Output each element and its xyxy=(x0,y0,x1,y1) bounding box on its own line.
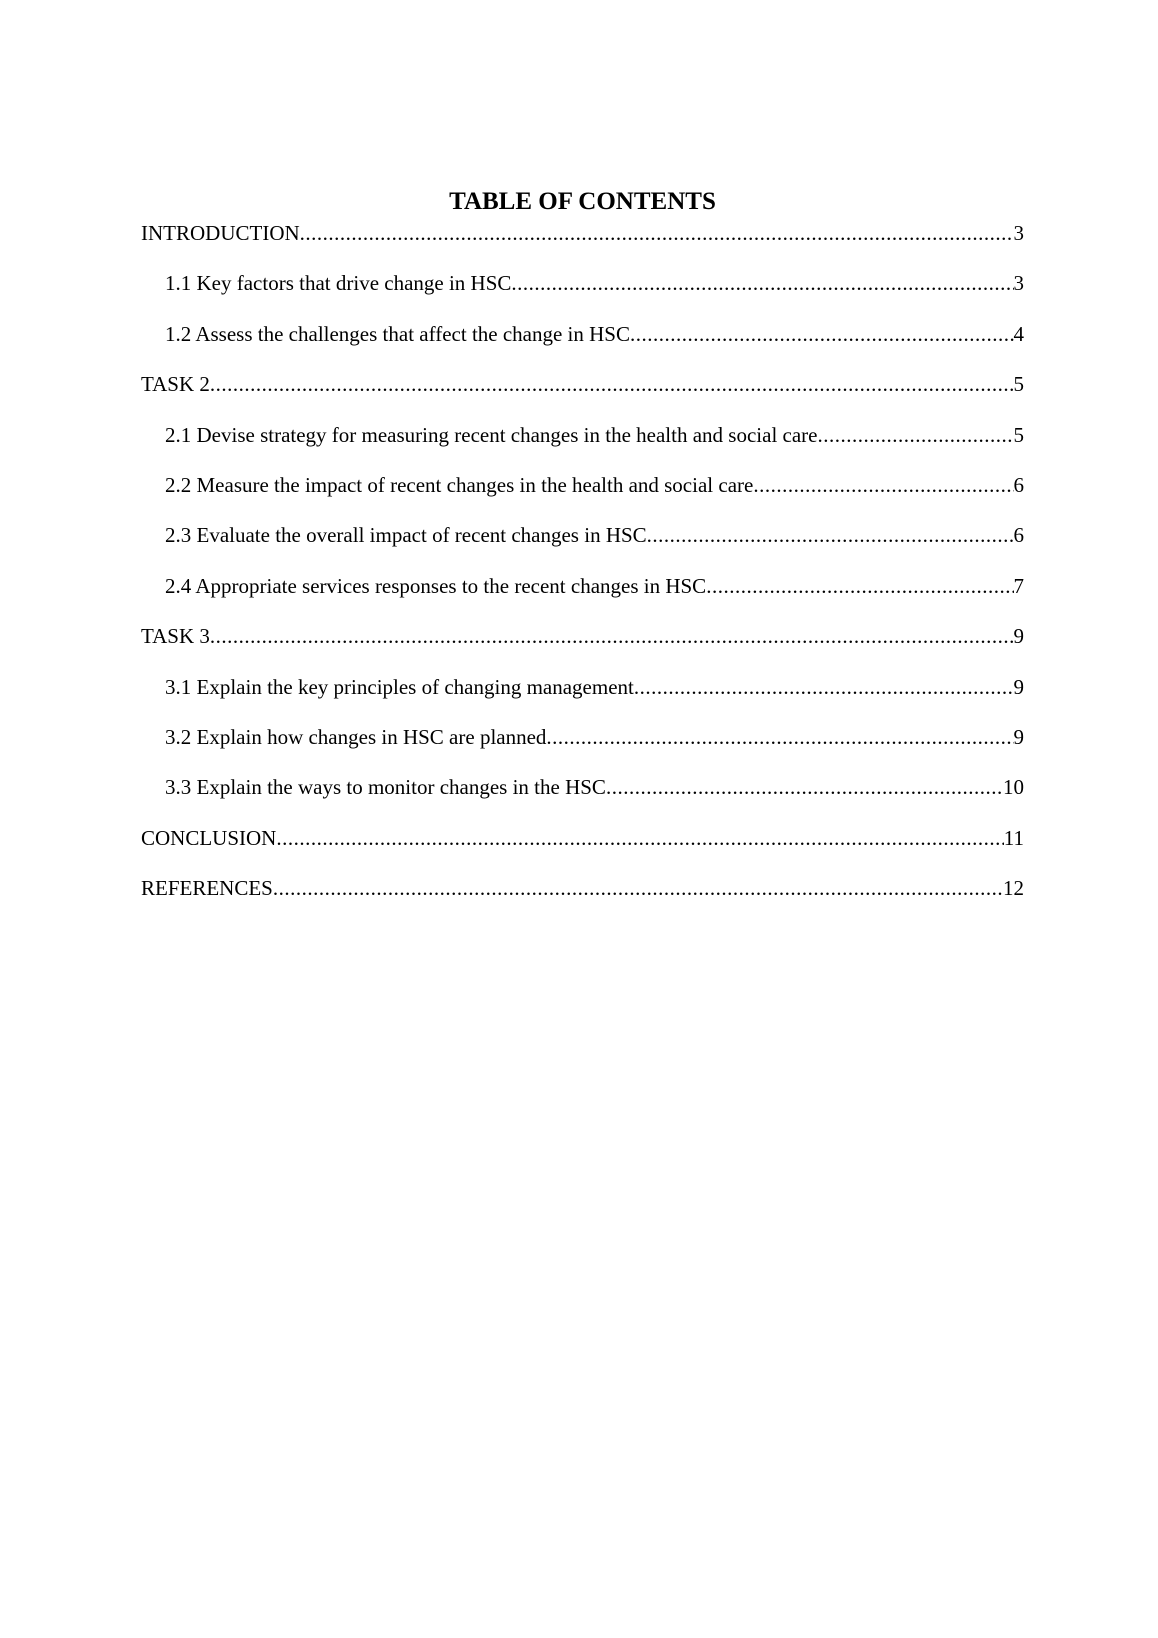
toc-entry-label: INTRODUCTION xyxy=(141,221,300,245)
toc-entry-references[interactable] xyxy=(141,875,1024,901)
toc-dot-leader xyxy=(647,522,1014,548)
toc-entry-task-2[interactable] xyxy=(141,371,1024,397)
toc-entry-page: 5 xyxy=(1013,372,1024,397)
toc-dot-leader xyxy=(511,270,1013,296)
toc-entry-label: CONCLUSION xyxy=(141,825,277,850)
toc-entry-2-3[interactable] xyxy=(141,522,1024,548)
toc-entry-2-1[interactable] xyxy=(141,422,1024,448)
toc-entry-page: 4 xyxy=(1013,321,1024,346)
toc-title: TABLE OF CONTENTS xyxy=(449,188,716,215)
toc-dot-leader xyxy=(273,875,1003,901)
toc-entry-label: 3.1 Explain the key principles of changing management xyxy=(165,674,634,699)
toc-dot-leader xyxy=(606,774,1003,800)
toc-dot-leader xyxy=(706,573,1013,599)
toc-entry-3-2[interactable] xyxy=(141,724,1024,750)
toc-entry-label: REFERENCES xyxy=(141,876,273,901)
toc-entry-page: 6 xyxy=(1013,472,1024,497)
toc-entry-2-2[interactable] xyxy=(141,472,1024,498)
toc-entry-page: 5 xyxy=(1013,422,1024,447)
toc-entry-1-1[interactable] xyxy=(141,270,1024,296)
toc-entry-label: 2.3 Evaluate the overall impact of recent changes in HSC xyxy=(165,523,647,548)
toc-dot-leader xyxy=(300,220,1014,246)
toc-entry-conclusion[interactable] xyxy=(141,825,1024,851)
toc-entry-label: TASK 2 xyxy=(141,372,210,397)
toc-dot-leader xyxy=(210,623,1014,649)
toc-dot-leader xyxy=(634,674,1014,700)
toc-entry-page: 3 xyxy=(1013,271,1024,296)
toc-entry-page: 6 xyxy=(1013,523,1024,548)
toc-dot-leader xyxy=(210,371,1014,397)
toc-dot-leader xyxy=(276,825,1003,851)
toc-list xyxy=(141,220,1024,901)
table-of-contents xyxy=(141,184,1024,925)
toc-entry-label: 3.2 Explain how changes in HSC are planned xyxy=(165,724,547,749)
toc-entry-page: 9 xyxy=(1013,624,1024,649)
toc-entry-3-3[interactable] xyxy=(141,774,1024,800)
toc-entry-label: TASK 3 xyxy=(141,624,210,649)
toc-entry-1-2[interactable] xyxy=(141,321,1024,347)
toc-entry-page: 9 xyxy=(1013,674,1024,699)
toc-entry-label: 2.2 Measure the impact of recent changes in the health and social care xyxy=(165,472,754,497)
toc-entry-page: 7 xyxy=(1013,573,1024,598)
toc-entry-page: 11 xyxy=(1003,825,1024,850)
toc-dot-leader xyxy=(546,724,1013,750)
toc-entry-page: 10 xyxy=(1003,775,1024,800)
toc-entry-task-3[interactable] xyxy=(141,623,1024,649)
toc-entry-3-1[interactable] xyxy=(141,674,1024,700)
toc-entry-introduction[interactable] xyxy=(141,220,1024,246)
toc-dot-leader xyxy=(753,472,1013,498)
toc-entry-label: 2.4 Appropriate services responses to the recent changes in HSC xyxy=(165,573,707,598)
toc-entry-label: 2.1 Devise strategy for measuring recent changes in the health and social care xyxy=(165,422,818,447)
toc-entry-page: 3 xyxy=(1013,221,1024,245)
toc-dot-leader xyxy=(818,422,1014,448)
toc-entry-page: 12 xyxy=(1003,876,1024,901)
toc-dot-leader xyxy=(630,321,1014,347)
toc-entry-label: 1.2 Assess the challenges that affect the change in HSC xyxy=(165,321,630,346)
toc-entry-page: 9 xyxy=(1013,724,1024,749)
toc-entry-2-4[interactable] xyxy=(141,573,1024,599)
toc-entry-label: 3.3 Explain the ways to monitor changes in the HSC xyxy=(165,775,606,800)
toc-entry-label: 1.1 Key factors that drive change in HSC xyxy=(165,271,512,296)
